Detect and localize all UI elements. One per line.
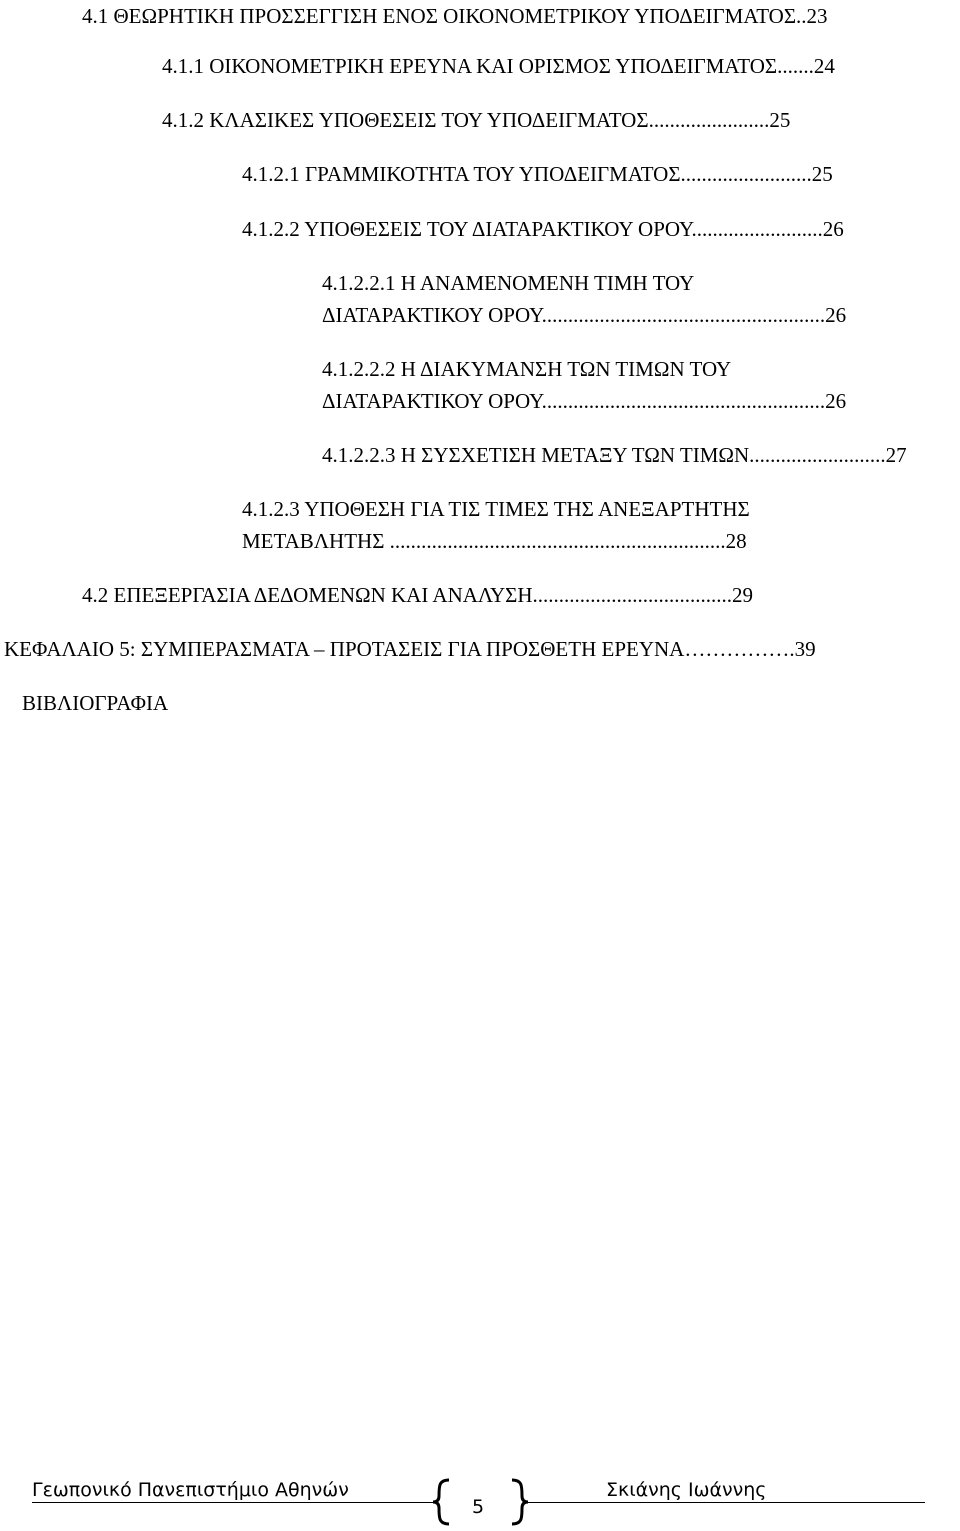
toc-line: ΚΕΦΑΛΑΙΟ 5: ΣΥΜΠΕΡΑΣΜΑΤΑ – ΠΡΟΤΑΣΕΙΣ ΓΙΑ ΠΡΟΣΘΕΤΗ ΕΡΕΥΝΑ…………….39 — [4, 637, 816, 661]
page-number: 5 — [472, 1496, 485, 1518]
left-brace-icon — [429, 1478, 455, 1526]
toc-line: 4.1.1 ΟΙΚΟΝΟΜΕΤΡΙΚΗ ΕΡΕΥΝΑ ΚΑΙ ΟΡΙΣΜΟΣ ΥΠΟΔΕΙΓΜΑΤΟΣ.......24 — [162, 54, 835, 78]
toc-line: ΔΙΑΤΑΡΑΚΤΙΚΟΥ ΟΡΟΥ......................................................26 — [322, 389, 847, 413]
toc-line: 4.1.2.3 ΥΠΟΘΕΣΗ ΓΙΑ ΤΙΣ ΤΙΜΕΣ ΤΗΣ ΑΝΕΞΑΡΤΗΤΗΣ — [242, 497, 750, 521]
toc-line: ΒΙΒΛΙΟΓΡΑΦΙΑ — [22, 691, 169, 715]
toc-line: ΜΕΤΑΒΛΗΤΗΣ ................................................................28 — [242, 529, 747, 553]
toc-line: 4.1.2.2.3 Η ΣΥΣΧΕΤΙΣΗ ΜΕΤΑΞΥ ΤΩΝ ΤΙΜΩΝ..........................27 — [322, 443, 907, 467]
toc-line: 4.1.2.2.1 Η ΑΝΑΜΕΝΟΜΕΝΗ ΤΙΜΗ ΤΟΥ — [322, 271, 695, 295]
toc-line: 4.2 ΕΠΕΞΕΡΓΑΣΙΑ ΔΕΔΟΜΕΝΩΝ ΚΑΙ ΑΝΑΛΥΣΗ......................................29 — [82, 583, 754, 607]
toc-line: ΔΙΑΤΑΡΑΚΤΙΚΟΥ ΟΡΟΥ......................................................26 — [322, 303, 847, 327]
toc-line: 4.1 ΘΕΩΡΗΤΙΚΗ ΠΡΟΣΣΕΓΓΙΣΗ ΕΝΟΣ ΟΙΚΟΝΟΜΕΤΡΙΚΟΥ ΥΠΟΔΕΙΓΜΑΤΟΣ..23 — [82, 4, 828, 28]
toc-line: 4.1.2.2 ΥΠΟΘΕΣΕΙΣ ΤΟΥ ΔΙΑΤΑΡΑΚΤΙΚΟΥ ΟΡΟΥ.........................26 — [242, 217, 844, 241]
toc-line: 4.1.2.1 ΓΡΑΜΜΙΚΟΤΗΤΑ ΤΟΥ ΥΠΟΔΕΙΓΜΑΤΟΣ.........................25 — [242, 162, 833, 186]
toc-line: 4.1.2 ΚΛΑΣΙΚΕΣ ΥΠΟΘΕΣΕΙΣ ΤΟΥ ΥΠΟΔΕΙΓΜΑΤΟΣ.......................25 — [162, 108, 791, 132]
footer-left: Γεωπονικό Πανεπιστήμιο Αθηνών — [32, 1479, 349, 1501]
footer-rule-right — [525, 1502, 925, 1503]
footer-rule-left — [32, 1502, 437, 1503]
toc-line: 4.1.2.2.2 Η ΔΙΑΚΥΜΑΝΣΗ ΤΩΝ ΤΙΜΩΝ ΤΟΥ — [322, 357, 732, 381]
footer-right: Σκιάνης Ιωάννης — [606, 1479, 767, 1501]
